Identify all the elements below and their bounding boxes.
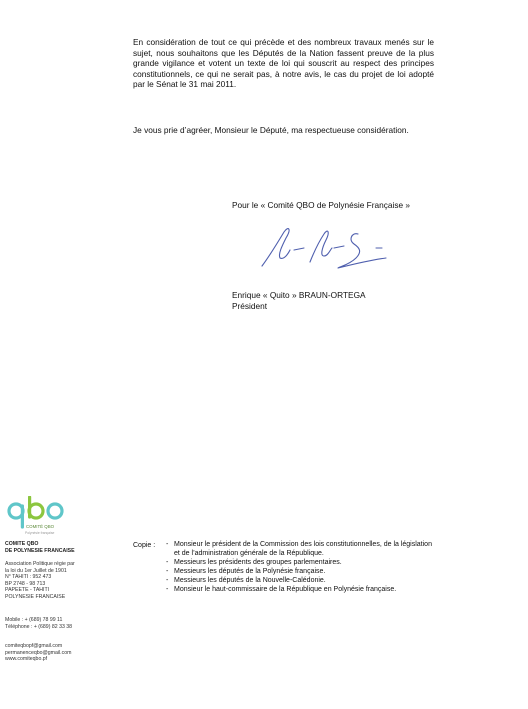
copy-recipient: - Messieurs les députés de la Nouvelle-Calédonie. <box>166 577 434 586</box>
org-contact-block <box>5 643 71 663</box>
email-address: comiteqbopf@gmail.com <box>5 643 63 649</box>
signature-on-behalf-line: Pour le « Comité QBO de Polynésie Française » <box>232 200 411 210</box>
email-address: permanenceqbo@gmail.com <box>5 649 72 656</box>
org-address-block <box>5 561 75 601</box>
address-line: la loi du 1er Juillet de 1901 <box>5 567 67 574</box>
copies-list <box>166 541 434 594</box>
qbo-logo <box>5 496 69 536</box>
website-link[interactable]: www.comiteqbo.pf <box>5 656 48 663</box>
address-line: Association Politique régie par <box>5 561 75 567</box>
address-line: POLYNESIE FRANCAISE <box>5 593 66 600</box>
copies-label: Copie : <box>133 542 156 549</box>
logo-caption: COMITÉ QBO <box>26 524 55 529</box>
salutation-paragraph: Je vous prie d’agréer, Monsieur le Député, ma respectueuse considération. <box>133 125 409 135</box>
org-name-line-2: DE POLYNESIE FRANCAISE <box>5 547 75 554</box>
signer-name: Enrique « Quito » BRAUN-ORTEGA <box>232 290 366 300</box>
copy-recipient: - Messieurs les députés de la Polynésie française. <box>166 568 434 577</box>
org-phone-block <box>5 617 72 630</box>
copy-recipient: - Messieurs les présidents des groupes parlementaires. <box>166 559 434 568</box>
mobile-number: Mobile : + (689) 78 99 11 <box>5 617 63 623</box>
logo-subcaption: Polynésie française <box>25 531 55 535</box>
closing-paragraph: En considération de tout ce qui précède et des nombreux travaux menés sur le sujet, nous souhaitons que les Députés de la Nation fassent preuve de la plus grande vigilance et votent un texte de loi qui souscrit au respect des principes constitutionnels, ce qui ne serait pas, à notre avis, le cas du projet de loi adopté par le Sénat le 31 mai 2011. <box>133 37 434 90</box>
address-line: PAPEETE - TAHITI <box>5 587 50 594</box>
telephone-number: Téléphone : + (689) 82 33 38 <box>5 623 73 630</box>
copy-recipient: - Monsieur le président de la Commission des lois constitutionnelles, de la législation et de l’administration générale de la République. <box>166 541 434 559</box>
org-name-line-1: COMITE QBO <box>5 541 39 547</box>
address-line: BP 2748 - 98 713 <box>5 580 46 587</box>
address-line: N° TAHITI : 952 473 <box>5 574 52 581</box>
copy-recipient: - Monsieur le haut-commissaire de la République en Polynésie française. <box>166 586 434 595</box>
handwritten-signature <box>258 218 398 274</box>
signer-title: Président <box>232 301 268 311</box>
